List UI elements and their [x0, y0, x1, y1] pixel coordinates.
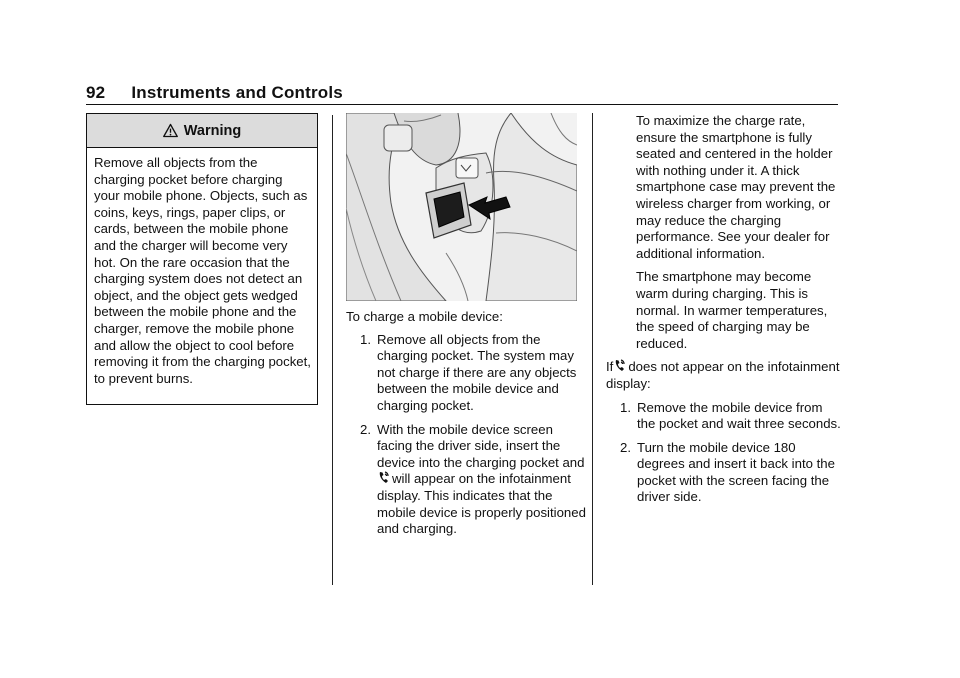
charge-steps	[346, 332, 586, 538]
step-text-before: With the mobile device screen facing the driver side, insert the device into the charging pocket and	[377, 421, 585, 470]
step-text: Remove the mobile device from the pocket and wait three seconds.	[637, 399, 841, 432]
list-item	[606, 440, 842, 506]
charge-intro: To charge a mobile device:	[346, 309, 503, 324]
column-divider-left	[332, 115, 333, 585]
list-item	[346, 332, 586, 415]
page-number: 92	[86, 83, 106, 102]
step-number: 2.	[620, 439, 631, 455]
warm-phone-paragraph: The smartphone may become warm during charging. This is normal. In warmer temperatures, the speed of charging may be reduced.	[636, 269, 828, 351]
page-header	[86, 83, 343, 103]
step-text: Remove all objects from the charging pocket. The system may not charge if there are any objects between the mobile device and charging pocket.	[377, 331, 577, 413]
list-item	[606, 400, 842, 433]
warning-box	[86, 113, 318, 405]
troubleshoot-intro	[606, 359, 842, 392]
warning-header	[87, 114, 317, 148]
intro-after: does not appear on the infotainment display:	[606, 359, 840, 391]
step-text-after: will appear on the infotainment display. This indicates that the mobile device is properly positioned and charging.	[377, 471, 586, 537]
wireless-charging-icon	[614, 359, 627, 373]
step-number: 1.	[360, 331, 371, 347]
warning-triangle-icon	[163, 123, 178, 138]
wireless-charging-icon	[378, 471, 391, 485]
list-item	[346, 422, 586, 538]
step-text	[377, 422, 586, 538]
warning-title: Warning	[183, 122, 242, 139]
step-number: 1.	[620, 399, 631, 415]
charging-pocket-illustration	[346, 113, 577, 301]
step-number: 2.	[360, 421, 371, 437]
warning-text: Remove all objects from the charging pocket before charging your mobile phone. Objects, such as coins, keys, rings, paper clips, or cards, between the mobile phone and the charger will become very hot. On the rare occasion that the charging system does not detect an object, and the object gets wedged between the mobile phone and the charger, remove the mobile phone and allow the object to cool before removing it from the charging pocket, to prevent burns.	[94, 155, 311, 386]
header-rule	[86, 104, 838, 105]
charge-rate-paragraph: To maximize the charge rate, ensure the smartphone is fully seated and centered in the holder with nothing under it. A thick smartphone case may prevent the wireless charger from working, or may reduce the charging performance. See your dealer for additional information.	[636, 113, 836, 261]
section-title: Instruments and Controls	[131, 83, 343, 102]
middle-column	[346, 309, 586, 545]
troubleshoot-steps	[606, 400, 842, 507]
step-text: Turn the mobile device 180 degrees and insert it back into the pocket with the screen facing the driver side.	[637, 439, 835, 505]
column-divider-right	[592, 113, 593, 585]
right-column	[606, 113, 842, 513]
intro-before: If	[606, 359, 614, 375]
